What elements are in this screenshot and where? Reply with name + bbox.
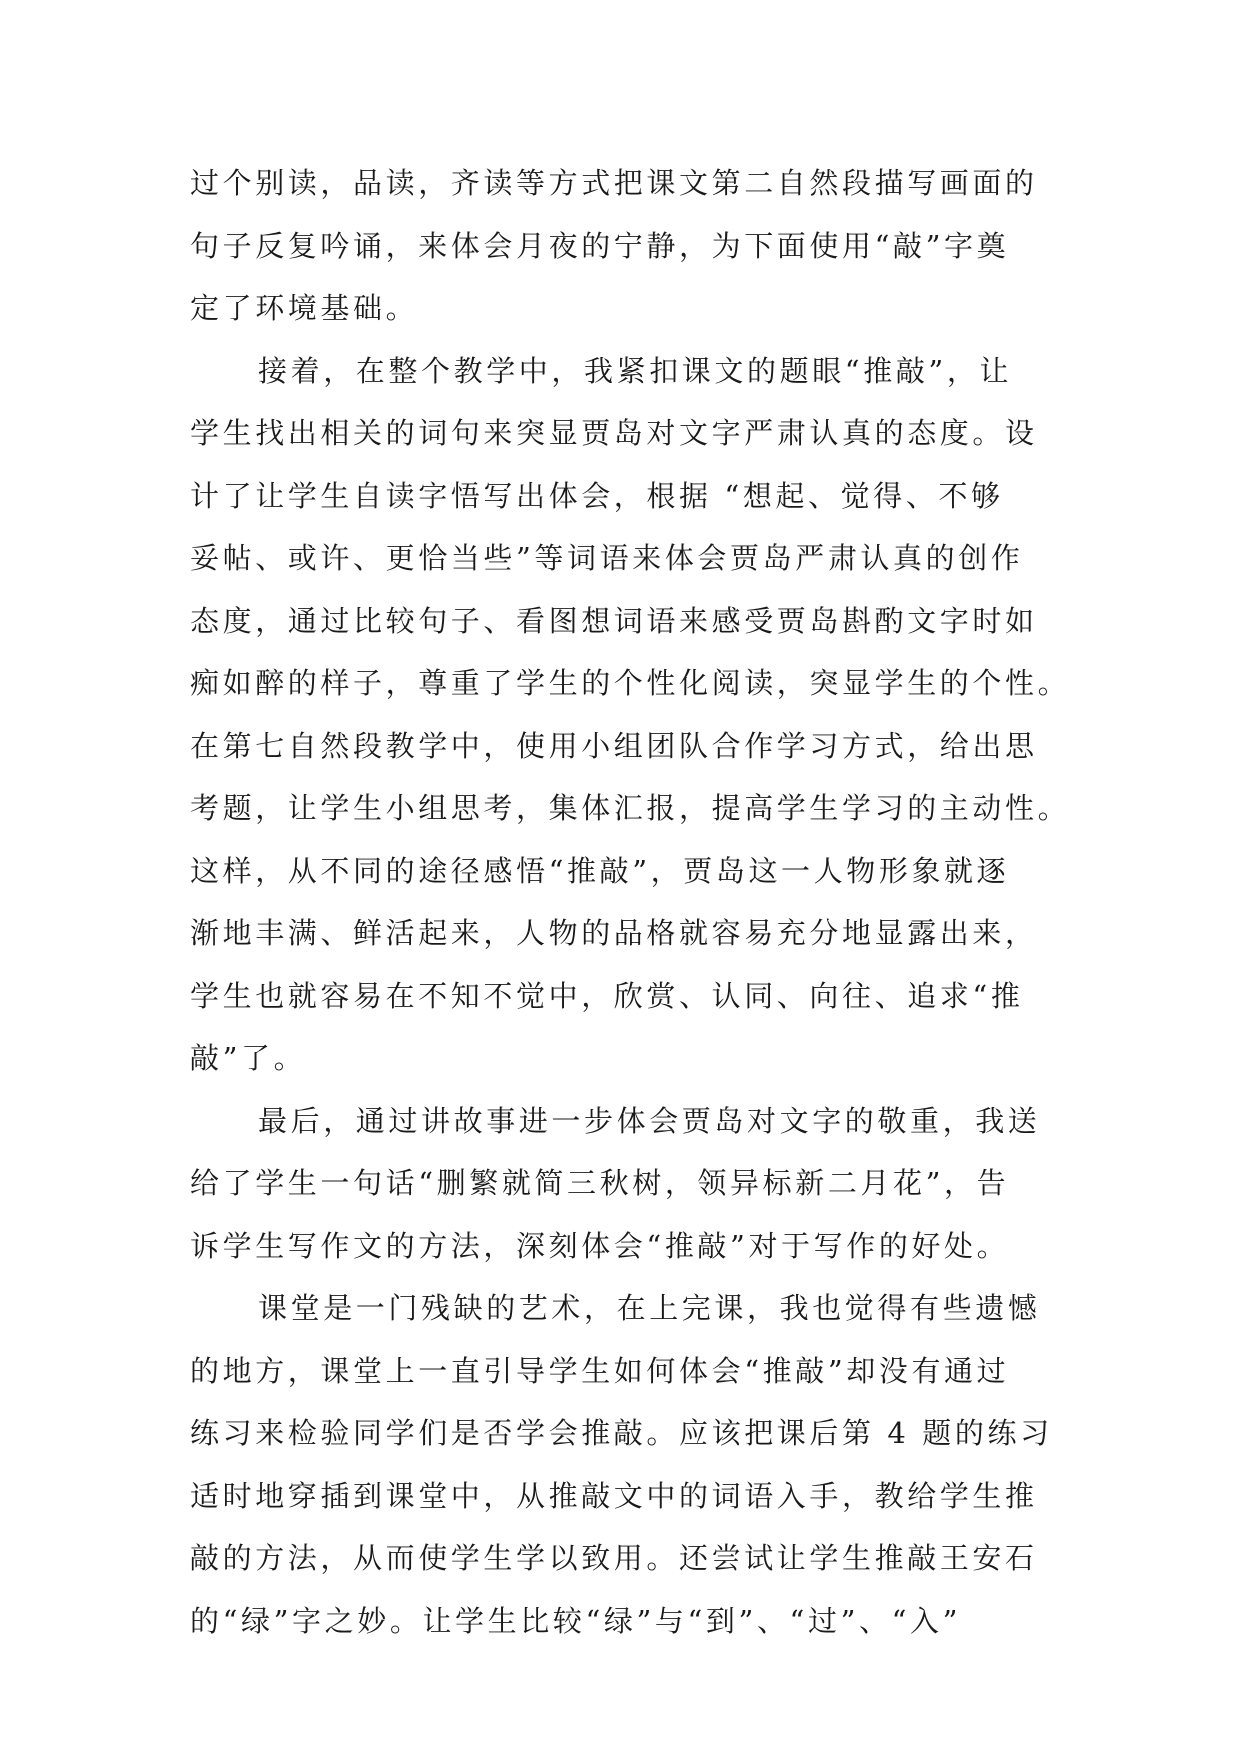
text-line: 的地方，课堂上一直引导学生如何体会“推敲”却没有通过: [190, 1353, 1010, 1388]
paragraph-first-line: 课堂是一门残缺的艺术，在上完课，我也觉得有些遗憾: [258, 1291, 1041, 1325]
text-line: 学生也就容易在不知不觉中，欣赏、认同、向往、追求“推: [190, 978, 1024, 1013]
text-line: 学生找出相关的词句来突显贾岛对文字严肃认真的态度。设: [190, 416, 1038, 450]
text-line: 计了让学生自读字悟写出体会，根据 “想起、觉得、不够: [190, 478, 1004, 513]
text-line: 诉学生写作文的方法，深刻体会“推敲”对于写作的好处。: [190, 1228, 1010, 1263]
text-line: 句子反复吟诵，来体会月夜的宁静，为下面使用“敲”字奠: [190, 228, 1010, 263]
text-line: 敲的方法，从而使学生学以致用。还尝试让学生推敲王安石: [190, 1541, 1038, 1575]
text-line: 定了环境基础。: [190, 291, 419, 325]
text-line: 痴如醉的样子，尊重了学生的个性化阅读，突显学生的个性。: [190, 666, 1071, 700]
text-line: 考题，让学生小组思考，集体汇报，提高学生学习的主动性。: [190, 791, 1071, 825]
text-line: 的“绿”字之妙。让学生比较“绿”与“到”、“过”、“入”: [190, 1603, 962, 1638]
text-line: 妥帖、或许、更恰当些”等词语来体会贾岛严肃认真的创作: [190, 541, 1024, 575]
text-line: 过个别读，品读，齐读等方式把课文第二自然段描写画面的: [190, 166, 1038, 200]
text-line: 渐地丰满、鲜活起来，人物的品格就容易充分地显露出来，: [190, 916, 1038, 950]
text-line: 适时地穿插到课堂中，从推敲文中的词语入手，教给学生推: [190, 1478, 1038, 1513]
paragraph-first-line: 接着，在整个教学中，我紧扣课文的题眼“推敲”，让: [258, 353, 1013, 388]
text-line: 态度，通过比较句子、看图想词语来感受贾岛斟酌文字时如: [190, 603, 1038, 638]
paragraph-first-line: 最后，通过讲故事进一步体会贾岛对文字的敬重，我送: [258, 1103, 1041, 1138]
body-text: [190, 152, 1070, 1652]
text-line: 敲”了。: [190, 1041, 307, 1075]
text-line: 在第七自然段教学中，使用小组团队合作学习方式，给出思: [190, 728, 1038, 763]
text-line: 练习来检验同学们是否学会推敲。应该把课后第 4 题的练习: [190, 1416, 1053, 1450]
text-line: 这样，从不同的途径感悟“推敲”，贾岛这一人物形象就逐: [190, 853, 1010, 888]
text-line: 给了学生一句话“删繁就简三秋树，领异标新二月花”，告: [190, 1166, 1010, 1200]
